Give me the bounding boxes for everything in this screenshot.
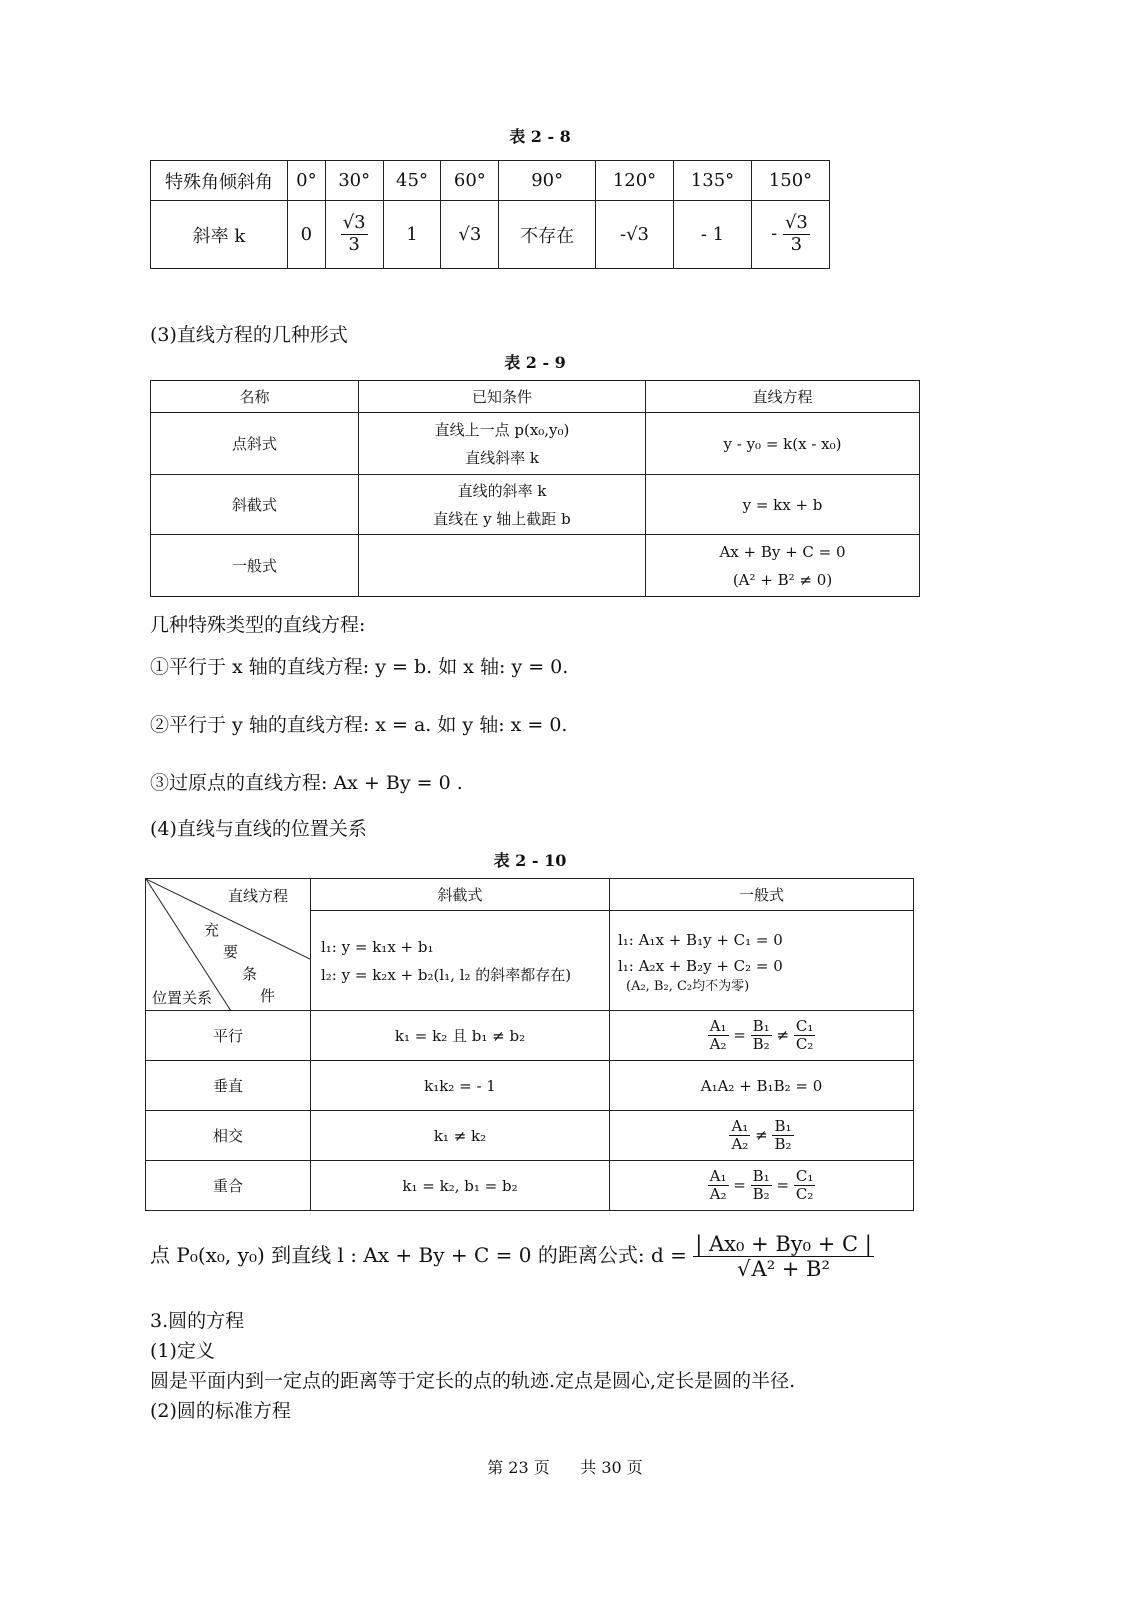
- t9-cond-line: 直线斜率 k: [465, 448, 539, 467]
- frac-num: C₁: [795, 1016, 814, 1035]
- t8-angle-0: 0°: [288, 161, 326, 201]
- frac-num: C₁: [795, 1166, 814, 1185]
- distance-formula: [150, 1232, 874, 1281]
- t8-slope-150-sign: -: [771, 223, 778, 245]
- t8-slope-120: -√3: [596, 201, 674, 269]
- table-2-10-caption: 表 2 - 10: [493, 851, 567, 870]
- t10-diag-c4: 件: [260, 987, 276, 1005]
- op: ≠: [776, 1025, 790, 1044]
- t10-diag-c3: 条: [242, 965, 258, 983]
- t10-row-name: 平行: [146, 1011, 311, 1061]
- t8-slope-150: [751, 201, 829, 269]
- t8-slope-60: √3: [441, 201, 499, 269]
- t8-angle-150: 150°: [751, 161, 829, 201]
- table-2-8-caption: 表 2 - 8: [509, 127, 571, 146]
- t9-header-eq: 直线方程: [646, 381, 920, 413]
- special-item: ③过原点的直线方程: Ax + By = 0 .: [150, 772, 463, 794]
- def-text: 圆是平面内到一定点的距离等于定长的点的轨迹.定点是圆心,定长是圆的半径.: [150, 1370, 796, 1392]
- t9-eq-line: (A² + B² ≠ 0): [732, 570, 833, 589]
- t9-row-cond: [359, 413, 646, 475]
- t8-slope-135: - 1: [673, 201, 751, 269]
- t10-row-name: 重合: [146, 1161, 311, 1211]
- special-title: 几种特殊类型的直线方程:: [150, 614, 366, 636]
- t8-slope-150-num: √3: [784, 212, 808, 234]
- frac-den: A₂: [709, 1185, 727, 1203]
- t9-row-name: 点斜式: [151, 413, 359, 475]
- t8-slope-45: 1: [383, 201, 441, 269]
- table-2-9: [150, 380, 920, 597]
- t10-header-yb: 一般式: [610, 879, 914, 911]
- t10-row-yb: [610, 1161, 914, 1211]
- t10-row-name: 垂直: [146, 1061, 311, 1111]
- t8-head-angle: 特殊角倾斜角: [151, 161, 288, 201]
- def-title: (1)定义: [150, 1340, 215, 1362]
- t9-row-eq: [646, 535, 920, 597]
- page-footer: 第 23 页 共 30 页: [487, 1458, 643, 1477]
- t9-cond-line: 直线在 y 轴上截距 b: [433, 509, 571, 528]
- t8-angle-120: 120°: [596, 161, 674, 201]
- frac-den: A₂: [709, 1035, 727, 1053]
- frac-num: A₁: [709, 1166, 727, 1185]
- t10-row-xj: k₁k₂ = - 1: [311, 1061, 610, 1111]
- t8-slope-30-den: 3: [348, 234, 360, 255]
- op: =: [733, 1025, 746, 1044]
- t9-row-cond: [359, 535, 646, 597]
- t8-slope-150-den: 3: [790, 234, 803, 255]
- t8-angle-90: 90°: [499, 161, 596, 201]
- t8-head-slope: 斜率 k: [151, 201, 288, 269]
- t9-cond-line: 直线的斜率 k: [457, 481, 547, 500]
- t9-cond-line: 直线上一点 p(x₀,y₀): [434, 420, 570, 439]
- distance-num: | Ax₀ + By₀ + C |: [695, 1232, 872, 1256]
- frac-den: A₂: [731, 1135, 749, 1153]
- t8-angle-45: 45°: [383, 161, 441, 201]
- t9-header-cond: 已知条件: [359, 381, 646, 413]
- t10-row-xj: k₁ = k₂, b₁ = b₂: [311, 1161, 610, 1211]
- t10-cond-line: l₂: y = k₂x + b₂(l₁, l₂ 的斜率都存在): [321, 965, 572, 984]
- t10-cond-line: l₁: A₁x + B₁y + C₁ = 0: [618, 930, 783, 949]
- std-title: (2)圆的标准方程: [150, 1400, 291, 1422]
- t10-cond-line: l₁: y = k₁x + b₁: [321, 937, 434, 956]
- t10-diag-top: 直线方程: [228, 887, 289, 905]
- t10-diag-c1: 充: [204, 921, 220, 939]
- op: ≠: [755, 1125, 768, 1144]
- distance-prefix: 点 P₀(x₀, y₀) 到直线 l : Ax + By + C = 0 的距离公式: d =: [150, 1243, 687, 1268]
- t10-cond-xj: [311, 911, 610, 1011]
- table-2-10: [145, 878, 914, 1211]
- t10-row-xj: k₁ ≠ k₂: [311, 1111, 610, 1161]
- t10-header-xj: 斜截式: [311, 879, 610, 911]
- op: =: [733, 1175, 746, 1194]
- t9-row-eq: y = kx + b: [646, 475, 920, 535]
- t10-row-yb: A₁A₂ + B₁B₂ = 0: [610, 1061, 914, 1111]
- frac-num: B₁: [752, 1016, 770, 1035]
- frac-den: C₂: [795, 1185, 814, 1203]
- section-3-title: (3)直线方程的几种形式: [150, 324, 348, 346]
- t10-row-xj: k₁ = k₂ 且 b₁ ≠ b₂: [311, 1011, 610, 1061]
- t9-row-eq: y - y₀ = k(x - x₀): [646, 413, 920, 475]
- t10-cond-note: (A₂, B₂, C₂均不为零): [626, 978, 750, 994]
- t10-cond-yb: [610, 911, 914, 1011]
- special-item: ①平行于 x 轴的直线方程: y = b. 如 x 轴: y = 0.: [150, 656, 569, 678]
- t8-angle-30: 30°: [325, 161, 383, 201]
- t9-row-name: 一般式: [151, 535, 359, 597]
- distance-den-radicand: A² + B²: [751, 1257, 830, 1282]
- frac-num: B₁: [774, 1116, 792, 1135]
- t9-row-cond: [359, 475, 646, 535]
- t10-diag-cell: [146, 879, 311, 1011]
- t10-diag-bottom: 位置关系: [152, 989, 213, 1007]
- t9-header-name: 名称: [151, 381, 359, 413]
- table-2-8: [150, 160, 830, 269]
- t8-slope-0: 0: [288, 201, 326, 269]
- frac-den: B₂: [752, 1185, 770, 1203]
- t10-row-name: 相交: [146, 1111, 311, 1161]
- frac-den: B₂: [752, 1035, 770, 1053]
- t8-angle-60: 60°: [441, 161, 499, 201]
- t10-row-yb: [610, 1011, 914, 1061]
- frac-num: A₁: [709, 1016, 727, 1035]
- frac-num: B₁: [752, 1166, 770, 1185]
- t8-slope-30: [325, 201, 383, 269]
- t10-diag-c2: 要: [223, 943, 239, 961]
- t9-row-name: 斜截式: [151, 475, 359, 535]
- special-item: ②平行于 y 轴的直线方程: x = a. 如 y 轴: x = 0.: [150, 714, 568, 736]
- section-4-title: (4)直线与直线的位置关系: [150, 818, 367, 840]
- section-circle: 3.圆的方程: [150, 1310, 245, 1332]
- table-2-9-caption: 表 2 - 9: [504, 353, 566, 372]
- t8-slope-30-num: √3: [342, 212, 366, 234]
- t8-slope-90: 不存在: [499, 201, 596, 269]
- t8-angle-135: 135°: [673, 161, 751, 201]
- frac-den: C₂: [795, 1035, 814, 1053]
- op: =: [776, 1175, 790, 1194]
- frac-den: B₂: [774, 1135, 792, 1153]
- frac-num: A₁: [731, 1116, 749, 1135]
- distance-den: √A² + B²: [737, 1257, 830, 1282]
- t10-cond-line: l₁: A₂x + B₂y + C₂ = 0: [618, 956, 783, 975]
- t10-row-yb: [610, 1111, 914, 1161]
- t9-eq-line: Ax + By + C = 0: [719, 542, 846, 561]
